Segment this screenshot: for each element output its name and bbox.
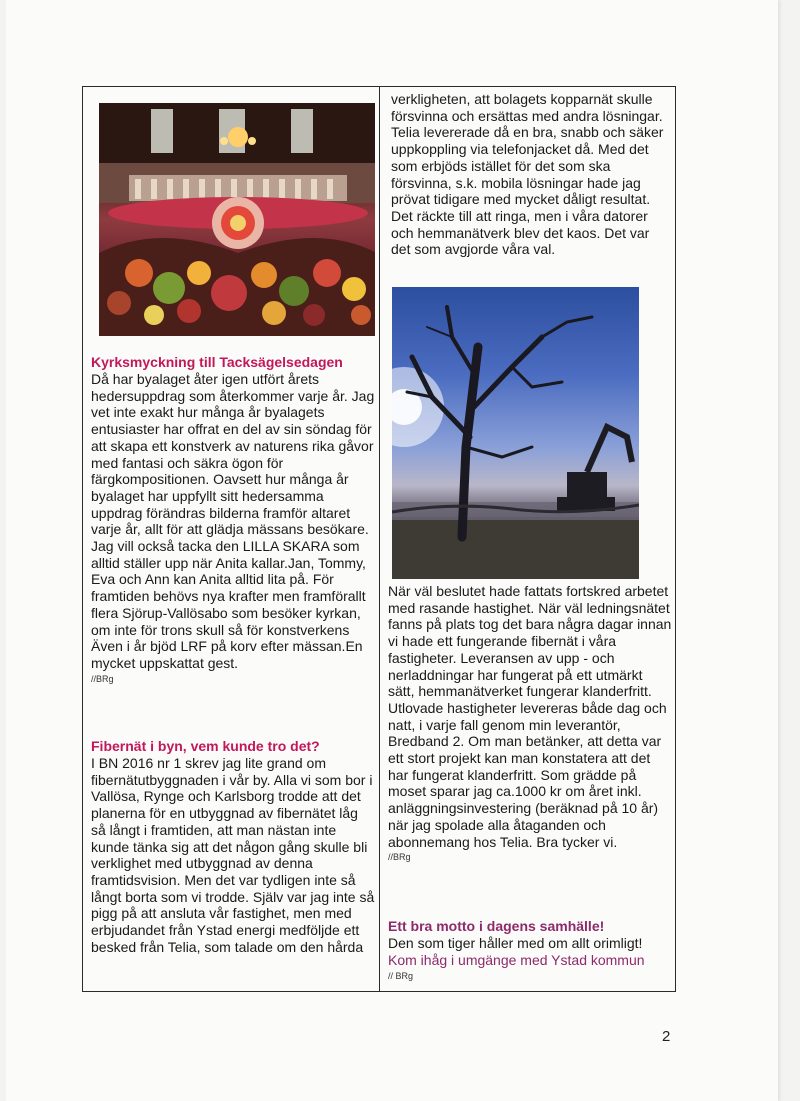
motto-line-2: Kom ihåg i umgänge med Ystad kommun bbox=[388, 951, 645, 968]
article-body: Då har byalaget åter igen utfört årets hedersuppdrag som återkommer varje år. Jag vet inte exakt hur många år byalagets entusiaster har offrat en del av sin söndag för att skapa ett konstverk av naturens rika gåvor med fantasi och säkra ögon för färgkompositionen. Oavsett hur många år byalaget har uppfyllt sitt hedersamma uppdrag förändras bilderna framför altaret varje år, allt för att glädja mässans besökare. Jag vill också tacka den LILLA SKARA som alltid ställer upp när Anita kallar.Jan, Tommy, Eva och Ann kan Anita alltid lita på. För framtiden behövs nya krafter men framförallt flera Sjörup-Vallösabo som besöker kyrkan, om inte för trons skull så för konstverkens Även i år bjöd LRF på korv efter mässan.En mycket uppskattat gest. bbox=[91, 371, 375, 671]
column-divider bbox=[379, 87, 380, 991]
two-column-frame bbox=[82, 86, 676, 992]
article-signature: // BRg bbox=[388, 970, 414, 981]
tree-excavator-photo bbox=[392, 287, 639, 579]
article-title: Ett bra motto i dagens samhälle! bbox=[388, 918, 605, 934]
article-signature: //BRg bbox=[388, 852, 411, 863]
article-fiber-network bbox=[91, 737, 375, 955]
article-body-continued: verkligheten, att bolagets kopparnät skulle försvinna och ersättas med andra lösningar. Telia levererade då en bra, snabb och säker uppkoppling via telefonjacket då. Med det som erbjöds istället för det som ska försvinna, s.k. mobila lösningar hade jag prövat tidigare med mycket dåligt resultat. Det räckte till att ringa, men i våra datorer och hemmanätverk blev det kaos. Det var det som avgjorde våra val. bbox=[391, 91, 664, 258]
right-column bbox=[387, 87, 673, 991]
article-body-left: I BN 2016 nr 1 skrev jag lite grand om fibernätutbyggnaden i vår by. Alla vi som bor i Vallösa, Rynge och Karlsborg trodde att det planerna för en utbyggnad av fibernätet låg så långt i framtiden, att man nästan inte kunde tänka sig att det någon gång skulle bli verklighet med utbyggnad av denna framtidsvision. Men det var tydligen inte så långt borta som vi trodde. Själv var jag inte så pigg på att ansluta vår fastighet, men med erbjudandet från Ystad energi medföljde ett besked från Telia, som talade om den hårda bbox=[91, 755, 375, 955]
article-fiber-continued bbox=[391, 91, 671, 258]
article-title: Fibernät i byn, vem kunde tro det? bbox=[91, 738, 320, 754]
article-title: Kyrksmyckning till Tacksägelsedagen bbox=[91, 354, 343, 370]
article-body-result: När väl beslutet hade fattats fortskred arbetet med rasande hastighet. När väl ledningsnätet fanns på plats tog det bara några dagar innan vi hade ett fungerande fibernät i våra fastigheter. Leveransen av upp - och nerladdningar har fungerat på ett utmärkt sätt, hemmanätverket fungerar klanderfritt. Utlovade hastigheter levereras både dag och natt, i varje fall genom min leverantör, Bredband 2. Om man betänker, att detta var ett stort projekt kan man konstatera att det har fungerat klanderfritt. Som grädde på moset sparar jag ca.1000 kr om året inkl. anläggningsinvestering (beräknad på 10 år) när jag spolade alla åtaganden och abonnemang hos Telia. Bra tycker vi. bbox=[388, 583, 672, 850]
article-motto bbox=[388, 917, 672, 982]
article-church-decoration bbox=[91, 353, 375, 685]
page-number: 2 bbox=[662, 1028, 671, 1045]
church-altar-photo bbox=[99, 103, 375, 336]
article-fiber-result bbox=[388, 583, 672, 863]
article-signature: //BRg bbox=[91, 673, 114, 684]
page-sheet bbox=[6, 0, 778, 1101]
left-column bbox=[89, 87, 375, 991]
motto-line-1: Den som tiger håller med om allt orimligt! bbox=[388, 935, 643, 951]
